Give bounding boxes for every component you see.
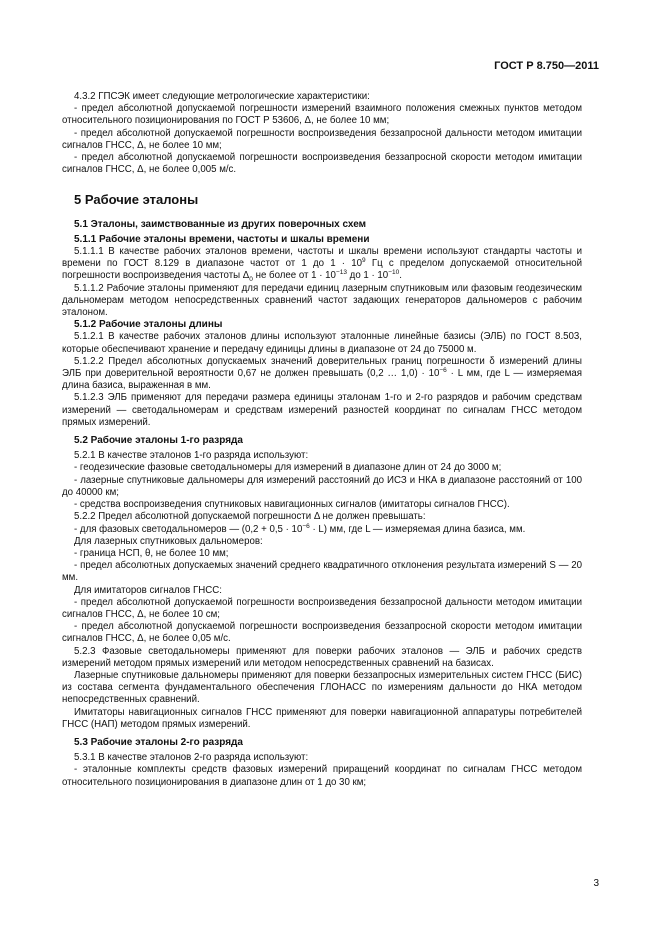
list-item: - предел абсолютной допускаемой погрешности воспроизведения беззапросной скорости методом имитации сигналов ГНСС, Δ, не более 0,005 м/с. [62,152,582,176]
paragraph-5-2-3: 5.2.3 Фазовые светодальномеры применяют для поверки рабочих эталонов — ЭЛБ и рабочих средств измерений методом прямых измерений или методом непосредственных сравнений на базисах. [62,645,582,669]
paragraph-text: Имитаторы навигационных сигналов ГНСС применяют для поверки навигационной аппаратуры потребителей ГНСС (НАП) методом прямых измерений. [62,706,582,730]
paragraph-4-3-2: 4.3.2 ГПСЭК имеет следующие метрологические характеристики: [74,91,370,102]
list-item: - предел абсолютной допускаемой погрешности воспроизведения беззапросной дальности методом имитации сигналов ГНСС, Δ, не более 10 см; [62,596,582,620]
paragraph-5-1-1-1: 5.1.1.1 В качестве рабочих эталонов времени, частоты и шкалы времени используют стандарты частоты и времени по ГОСТ 8.129 в диапазоне частот от 1 до $1 \cdot 10^9$ Гц с пределом допускаемой относительной погрешности воспроизведения частоты $\Delta_0$ не более от $1 \cdot 10^{-13}$ до $1 \cdot 10^{-10}$. [62,246,582,284]
standard-header: ГОСТ Р 8.750—2011 [494,60,599,72]
paragraph-text: Лазерные спутниковые дальномеры применяют для поверки беззапросных измерительных систем ГНСС (БИС) из состава сегмента фундаментального обеспечения ГЛОНАСС по измерениям дальности до НКА методом непосредственных сравнений. [62,669,582,706]
list-item: - предел абсолютной допускаемой погрешности воспроизведения беззапросной скорости методом имитации сигналов ГНСС, Δ, не более 0,05 м/с. [62,621,582,645]
paragraph-5-1-1-2: 5.1.1.2 Рабочие эталоны применяют для передачи единиц лазерным спутниковым или фазовым геодезическим дальномерам методом непосредственных сравнений частот задающих генераторов дальномеров с рабочим эталоном. [62,282,582,319]
subsection-heading-5-1-2: 5.1.2 Рабочие эталоны длины [74,319,223,331]
list-item: - средства воспроизведения спутниковых навигационных сигналов (имитаторы сигналов ГНСС). [74,499,510,511]
subsection-heading-5-1-1: 5.1.1 Рабочие эталоны времени, частоты и шкалы времени [74,233,370,245]
section-heading-5: 5 Рабочие эталоны [74,192,199,208]
subsection-heading-5-2: 5.2 Рабочие эталоны 1-го разряда [74,435,243,447]
list-item: - для фазовых светодальномеров — $(0,2 + 0,5 \cdot 10^{-6} \cdot L)$ мм, где L — измеряемая длина базиса, мм. [74,522,526,535]
list-item: - лазерные спутниковые дальномеры для измерений расстояний до ИСЗ и НКА в диапазоне расстояний от 100 до 40000 км; [62,474,582,498]
paragraph-5-2-2: 5.2.2 Предел абсолютной допускаемой погрешности Δ не должен превышать: [74,511,426,523]
paragraph-5-1-2-1: 5.1.2.1 В качестве рабочих эталонов длины используют эталонные линейные базисы (ЭЛБ) по ГОСТ 8.503, которые обеспечивают хранение и передачу единицы длины в диапазоне от 24 до 75000 м. [62,331,582,355]
subsection-heading-5-1: 5.1 Эталоны, заимствованные из других поверочных схем [74,218,367,230]
paragraph-5-2-1: 5.2.1 В качестве эталонов 1-го разряда используют: [74,450,309,462]
list-item: - предел абсолютных допускаемых значений среднего квадратичного отклонения результата измерений S — 20 мм. [62,560,582,584]
paragraph-text: Для имитаторов сигналов ГНСС: [74,584,222,596]
page-content [62,91,582,789]
list-item: - геодезические фазовые светодальномеры для измерений в диапазоне длин от 24 до 3000 м; [74,462,502,474]
paragraph-5-1-2-2: 5.1.2.2 Предел абсолютных допускаемых значений доверительных границ погрешности δ измерений длины ЭЛБ при доверительной вероятности 0,67 не должен превышать (0,2 … $1,0) \cdot 10^{-6} \cdot L$ мм, где L — измеряемая длина базиса, выраженная в мм. [62,355,582,392]
subsection-heading-5-3: 5.3 Рабочие эталоны 2-го разряда [74,736,243,748]
list-item: - граница НСП, θ, не более 10 мм; [74,547,229,559]
list-item: - эталонные комплекты средств фазовых измерений приращений координат по сигналам ГНСС методом относительного позиционирования в диапазоне длин от 1 до 30 км; [62,764,582,788]
list-item: - предел абсолютной допускаемой погрешности воспроизведения беззапросной дальности методом имитации сигналов ГНСС, Δ, не более 10 мм; [62,127,582,151]
paragraph-5-3-1: 5.3.1 В качестве эталонов 2-го разряда используют: [74,752,309,764]
list-item: - предел абсолютной допускаемой погрешности измерений взаимного положения смежных пунктов методом относительного позиционирования по ГОСТ Р 53606, Δ, не более 10 мм; [62,103,582,127]
page-number: 3 [593,878,599,889]
paragraph-5-1-2-3: 5.1.2.3 ЭЛБ применяют для передачи размера единицы эталонам 1-го и 2-го разрядов и рабочим средствам измерений — светодальномерам и средствам измерений разностей координат по сигналам ГНСС методом прямых измерений. [62,392,582,428]
paragraph-text: Для лазерных спутниковых дальномеров: [74,535,263,547]
